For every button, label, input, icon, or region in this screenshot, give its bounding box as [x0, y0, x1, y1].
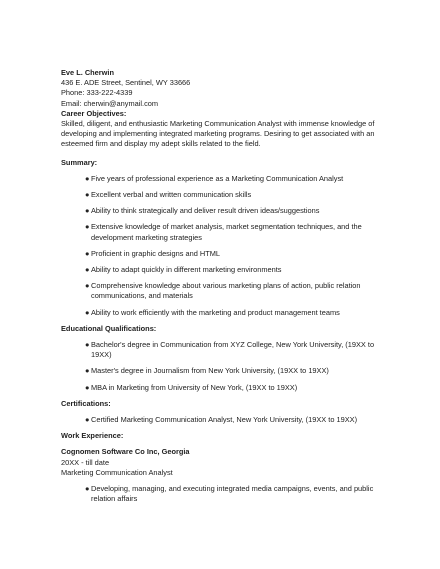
bullet-icon: ● [85, 484, 90, 494]
list-item: ● Comprehensive knowledge about various marketing plans of action, public relation communications, and materials [85, 281, 361, 301]
employment-dates: 20XX - till date [61, 457, 110, 467]
list-item: ● Certified Marketing Communication Analyst, New York University, (19XX to 19XX) [85, 415, 358, 425]
email: Email: cherwin@anymail.com [61, 98, 159, 108]
education-list [61, 340, 379, 393]
list-item: ● MBA in Marketing from University of New York, (19XX to 19XX) [85, 382, 298, 392]
phone: Phone: 333-222-4339 [61, 88, 133, 98]
address: 436 E. ADE Street, Sentinel, WY 33666 [61, 78, 191, 88]
summary-list [61, 174, 379, 318]
list-item: ● Excellent verbal and written communication skills [85, 190, 252, 200]
list-item: ● Five years of professional experience as a Marketing Communication Analyst [85, 173, 344, 183]
career-objectives-heading: Career Objectives: [61, 108, 127, 118]
certifications-list [61, 415, 379, 425]
bullet-icon: ● [85, 206, 90, 216]
list-item: ● Ability to adapt quickly in different marketing environments [85, 265, 282, 275]
bullet-icon: ● [85, 281, 90, 291]
list-item: ● Developing, managing, and executing integrated media campaigns, events, and public relation affairs [85, 484, 374, 504]
list-item: ● Extensive knowledge of market analysis, market segmentation techniques, and the development marketing strategies [85, 222, 362, 242]
bullet-icon: ● [85, 366, 90, 376]
bullet-icon: ● [85, 340, 90, 350]
list-item: ● Ability to think strategically and deliver result driven ideas/suggestions [85, 206, 320, 216]
work-experience-heading: Work Experience: [61, 431, 124, 441]
career-objectives-text: Skilled, diligent, and enthusiastic Marketing Communication Analyst with immense knowledge of developing and implementing integrated marketing programs. Desiring to get associated with an esteemed firm and display my adept skills related to the field. [61, 119, 375, 149]
list-item: ● Master's degree in Journalism from New York University, (19XX to 19XX) [85, 366, 329, 376]
education-heading: Educational Qualifications: [61, 323, 157, 333]
bullet-icon: ● [85, 382, 90, 392]
list-item: ● Proficient in graphic designs and HTML [85, 248, 220, 258]
bullet-icon: ● [85, 190, 90, 200]
certifications-heading: Certifications: [61, 398, 111, 408]
bullet-icon: ● [85, 415, 90, 425]
bullet-icon: ● [85, 222, 90, 232]
work-duties-list [61, 484, 379, 504]
bullet-icon: ● [85, 248, 90, 258]
company-name: Cognomen Software Co Inc, Georgia [61, 447, 190, 457]
job-title: Marketing Communication Analyst [61, 467, 173, 477]
bullet-icon: ● [85, 265, 90, 275]
list-item: ● Bachelor's degree in Communication from XYZ College, New York University, (19XX to 19XX) [85, 340, 375, 360]
bullet-icon: ● [85, 307, 90, 317]
summary-heading: Summary: [61, 157, 98, 167]
candidate-name: Eve L. Cherwin [61, 68, 114, 77]
resume-content [61, 68, 379, 511]
list-item: ● Ability to work efficiently with the marketing and product management teams [85, 307, 340, 317]
bullet-icon: ● [85, 173, 90, 183]
